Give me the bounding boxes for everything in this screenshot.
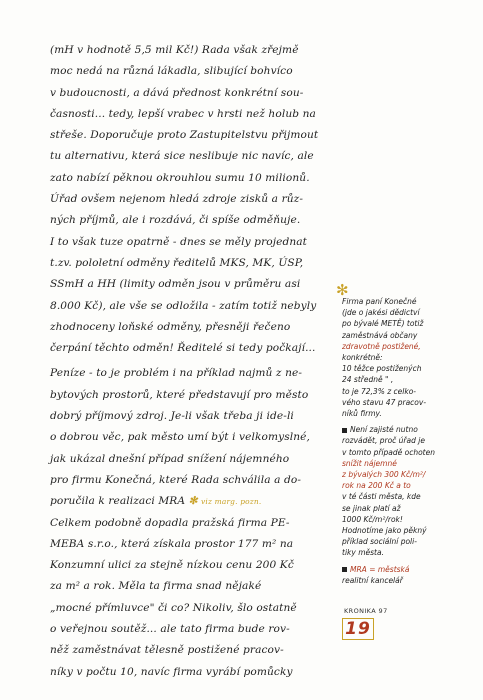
margin-line-bullet xyxy=(342,564,472,575)
margin-line: konkrétně: xyxy=(342,353,383,363)
margin-line: se jinak platí až xyxy=(342,503,401,513)
margin-text: MRA = městská xyxy=(350,564,410,574)
margin-line: v tomto případě ochoten xyxy=(342,447,435,457)
page-number: 19 xyxy=(342,618,374,640)
text-line: zato nabízí pěknou okrouhlou sumu 10 milionů. xyxy=(50,171,310,184)
margin-line: 1000 Kč/m²/rok! xyxy=(342,514,403,524)
text-line: pro firmu Konečná, které Rada schválila a do- xyxy=(50,473,302,486)
margin-line: tiky města. xyxy=(342,548,384,558)
margin-line: vého stavu 47 pracov- xyxy=(342,397,427,407)
text-line: o veřejnou soutěž... ale tato firma bude rov- xyxy=(50,623,290,636)
margin-line-highlight: zdravotně postižené, xyxy=(342,341,421,351)
margin-line: v té části města, kde xyxy=(342,492,421,502)
text-segment: poručila k realizaci MRA xyxy=(50,495,186,508)
margin-line: to je 72,3% z celko- xyxy=(342,386,416,396)
text-line: (mH v hodnotě 5,5 mil Kč!) Rada však zřejmě xyxy=(50,44,299,56)
margin-line: 10 těžce postižených xyxy=(342,364,422,374)
margin-line: zaměstnává občany xyxy=(342,330,418,340)
chronicle-label: KRONIKA 97 xyxy=(344,607,388,615)
text-line: v budoucnosti, a dává přednost konkrétní sou- xyxy=(50,86,304,99)
text-line: čerpání těchto odměn! Ředitelé si tedy počkají... xyxy=(50,342,316,355)
text-line: časnosti... tedy, lepší vrabec v hrsti než holub na xyxy=(50,107,316,120)
bullet-square-icon xyxy=(342,567,347,572)
text-line: Konzumní ulici za stejně nízkou cenu 200 Kč xyxy=(50,559,294,572)
text-line: „mocné přímluvce" či co? Nikoliv, šlo ostatně xyxy=(50,601,297,614)
text-line: SSmH a HH (limity odměn jsou v průměru asi xyxy=(50,278,301,291)
text-line: Úřad ovšem nejenom hledá zdroje zisků a růz- xyxy=(50,193,304,206)
text-line: t.zv. pololetní odměny ředitelů MKS, MK, ÚSP, xyxy=(50,256,304,269)
bullet-square-icon xyxy=(342,428,347,433)
margin-line-highlight: rok na 200 Kč a to xyxy=(342,481,411,491)
margin-line-highlight: snížit nájemné xyxy=(342,458,397,468)
text-line: zhodnoceny loňské odměny, přesněji řečeno xyxy=(50,320,291,333)
margin-line: realitní kancelář xyxy=(342,575,403,585)
margin-line: příklad sociální poli- xyxy=(342,537,417,547)
margin-note-reference: viz marg. pozn. xyxy=(201,497,262,507)
text-line: něž zaměstnávat tělesně postižené pracov- xyxy=(50,644,284,657)
text-line: bytových prostorů, které představují pro město xyxy=(50,388,309,401)
margin-text: Není zajisté nutno xyxy=(350,425,418,435)
text-line-with-note xyxy=(50,491,342,512)
margin-line-bullet xyxy=(342,424,472,435)
text-line: MEBA s.r.o., která získala prostor 177 m² na xyxy=(50,537,294,550)
star-icon: ✻ xyxy=(336,281,349,299)
text-line: střeše. Doporučuje proto Zastupitelstvu přijmout xyxy=(50,129,319,142)
margin-notes xyxy=(342,296,472,586)
text-line: dobrý příjmový zdroj. Je-li však třeba ji ide-li xyxy=(50,410,294,423)
text-line: moc nedá na různá lákadla, slibující bohvíco xyxy=(50,65,293,78)
margin-line: (jde o jakési dědictví xyxy=(342,308,420,318)
text-line: jak ukázal dnešní případ snížení nájemného xyxy=(50,452,290,465)
margin-line: níků firmy. xyxy=(342,409,382,419)
star-icon: ✻ xyxy=(188,495,198,508)
margin-line: Hodnotíme jako pěkný xyxy=(342,526,427,536)
text-line: o dobrou věc, pak město umí být i velkomyslné, xyxy=(50,431,311,444)
text-line: ných příjmů, ale i rozdává, či spíše odměňuje. xyxy=(50,214,301,227)
text-line: níky v počtu 10, navíc firma vyrábí pomůcky xyxy=(50,665,293,678)
text-line: I to však tuze opatrně - dnes se měly projednat xyxy=(50,235,308,248)
margin-line-highlight: z bývalých 300 Kč/m²/ xyxy=(342,470,426,480)
text-line: Celkem podobně dopadla pražská firma PE- xyxy=(50,516,290,529)
margin-line: po bývalé METĚ) totiž xyxy=(342,319,424,329)
text-line: za m² a rok. Měla ta firma snad nějaké xyxy=(50,580,262,593)
main-text-column xyxy=(50,40,342,683)
margin-line: 24 středně " , xyxy=(342,375,394,385)
margin-line: rozvádět, proč úřad je xyxy=(342,436,425,446)
text-line: tu alternativu, která sice neslibuje nic navíc, ale xyxy=(50,150,314,163)
text-line: Peníze - to je problém i na příklad najmů z ne- xyxy=(50,367,303,380)
text-line: 8.000 Kč), ale vše se odložila - zatím totiž nebyly xyxy=(50,299,317,312)
margin-line: Firma paní Konečné xyxy=(342,297,417,306)
